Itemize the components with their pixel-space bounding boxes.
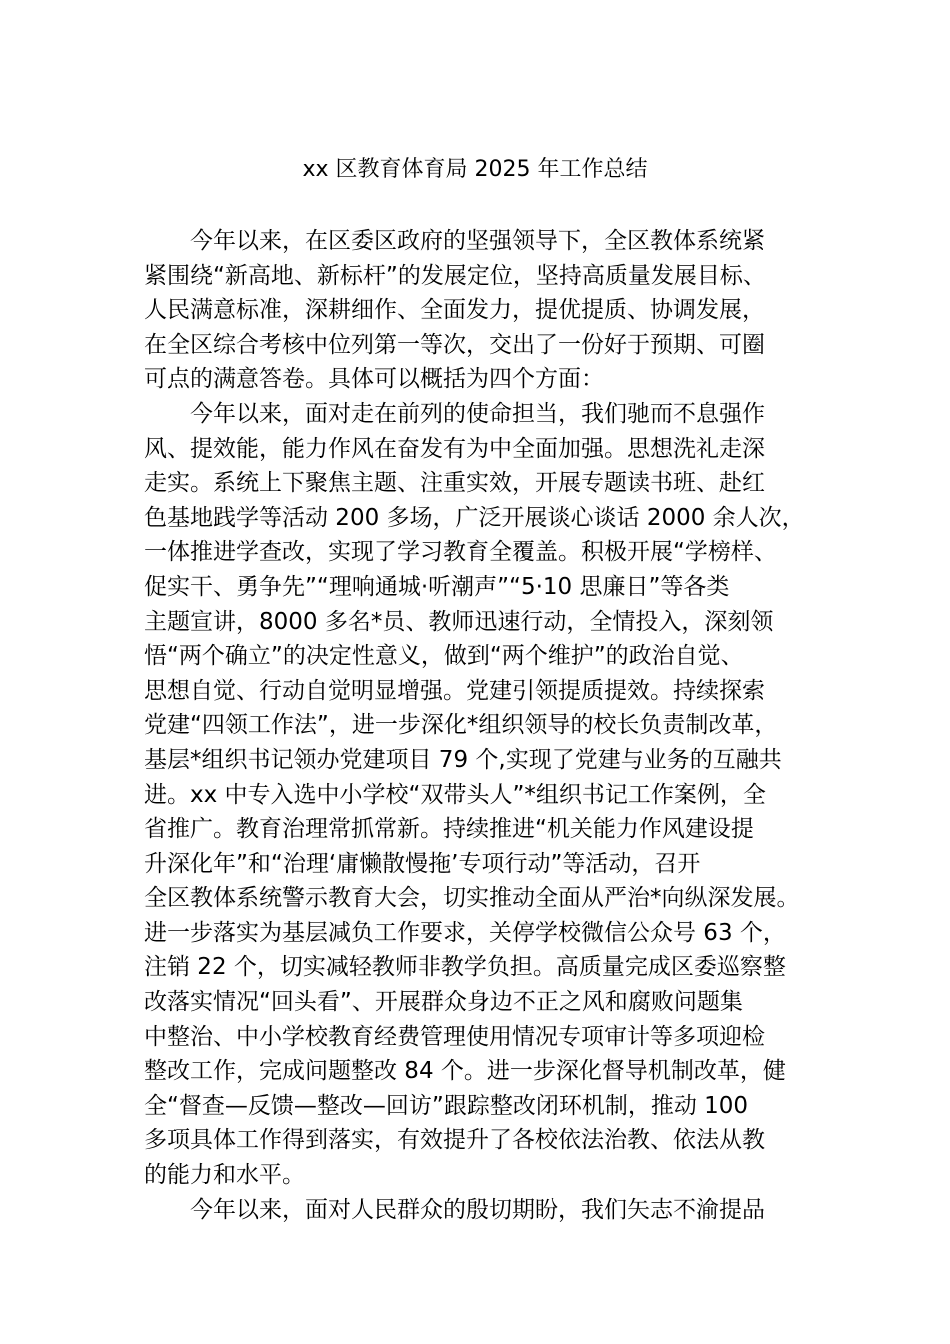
body-line: 省推广。教育治理常抓常新。持续推进“机关能力作风建设提 <box>144 816 754 843</box>
body-line: 进。xx 中专入选中小学校“双带头人”*组织书记工作案例，全 <box>144 781 766 808</box>
body-line: 思想自觉、行动自觉明显增强。党建引领提质提效。持续探索 <box>144 677 765 704</box>
body-line: 悟“两个确立”的决定性意义，做到“两个维护”的政治自觉、 <box>144 643 744 670</box>
document-title: xx 区教育体育局 2025 年工作总结 <box>302 157 648 182</box>
body-line: 今年以来，在区委区政府的坚强领导下，全区教体系统紧 <box>190 228 765 254</box>
body-line: 注销 22 个，切实减轻教师非教学负担。高质量完成区委巡察整 <box>144 954 786 981</box>
body-line: 一体推进学查改，实现了学习教育全覆盖。积极开展“学榜样、 <box>144 539 777 566</box>
body-line: 在全区综合考核中位列第一等次，交出了一份好于预期、可圈 <box>144 331 765 358</box>
body-line: 基层*组织书记领办党建项目 79 个,实现了党建与业务的互融共 <box>144 746 782 773</box>
body-line: 今年以来，面对走在前列的使命担当，我们驰而不息强作 <box>190 400 765 427</box>
body-line: 全区教体系统警示教育大会，切实推动全面从严治*向纵深发展。 <box>144 885 800 912</box>
body-line: 可点的满意答卷。具体可以概括为四个方面： <box>144 366 604 393</box>
body-line: 紧围绕“新高地、新标杆”的发展定位，坚持高质量发展目标、 <box>144 262 766 289</box>
body-line: 色基地践学等活动 200 多场，广泛开展谈心谈话 2000 余人次， <box>144 504 805 531</box>
body-line: 整改工作，完成问题整改 84 个。进一步深化督导机制改革，健 <box>144 1058 786 1085</box>
body-line: 促实干、勇争先”“理响通城·听潮声”“5·10 思廉日”等各类 <box>144 573 730 600</box>
body-line: 中整治、中小学校教育经费管理使用情况专项审计等多项迎检 <box>144 1023 765 1050</box>
body-line: 多项具体工作得到落实，有效提升了各校依法治教、依法从教 <box>144 1127 765 1154</box>
body-line: 风、提效能，能力作风在奋发有为中全面加强。思想洗礼走深 <box>144 435 765 462</box>
body-line: 进一步落实为基层减负工作要求，关停学校微信公众号 63 个， <box>144 919 786 946</box>
body-line: 的能力和水平。 <box>144 1162 305 1189</box>
body-line: 改落实情况“回头看”、开展群众身边不正之风和腐败问题集 <box>144 989 743 1016</box>
document-body <box>144 224 844 1227</box>
body-line: 主题宣讲，8000 多名*员、教师迅速行动，全情投入，深刻领 <box>144 608 774 635</box>
body-line: 今年以来，面对人民群众的殷切期盼，我们矢志不渝提品 <box>190 1196 765 1223</box>
body-line: 人民满意标准，深耕细作、全面发力，提优提质、协调发展， <box>144 297 765 324</box>
body-line: 党建“四领工作法”，进一步深化*组织领导的校长负责制改革， <box>144 712 778 739</box>
body-line: 全“督查—反馈—整改—回访”跟踪整改闭环机制，推动 100 <box>144 1092 749 1119</box>
body-line: 走实。系统上下聚焦主题、注重实效，开展专题读书班、赴红 <box>144 470 765 497</box>
body-line: 升深化年”和“治理‘庸懒散慢拖’专项行动”等活动，召开 <box>144 850 701 877</box>
